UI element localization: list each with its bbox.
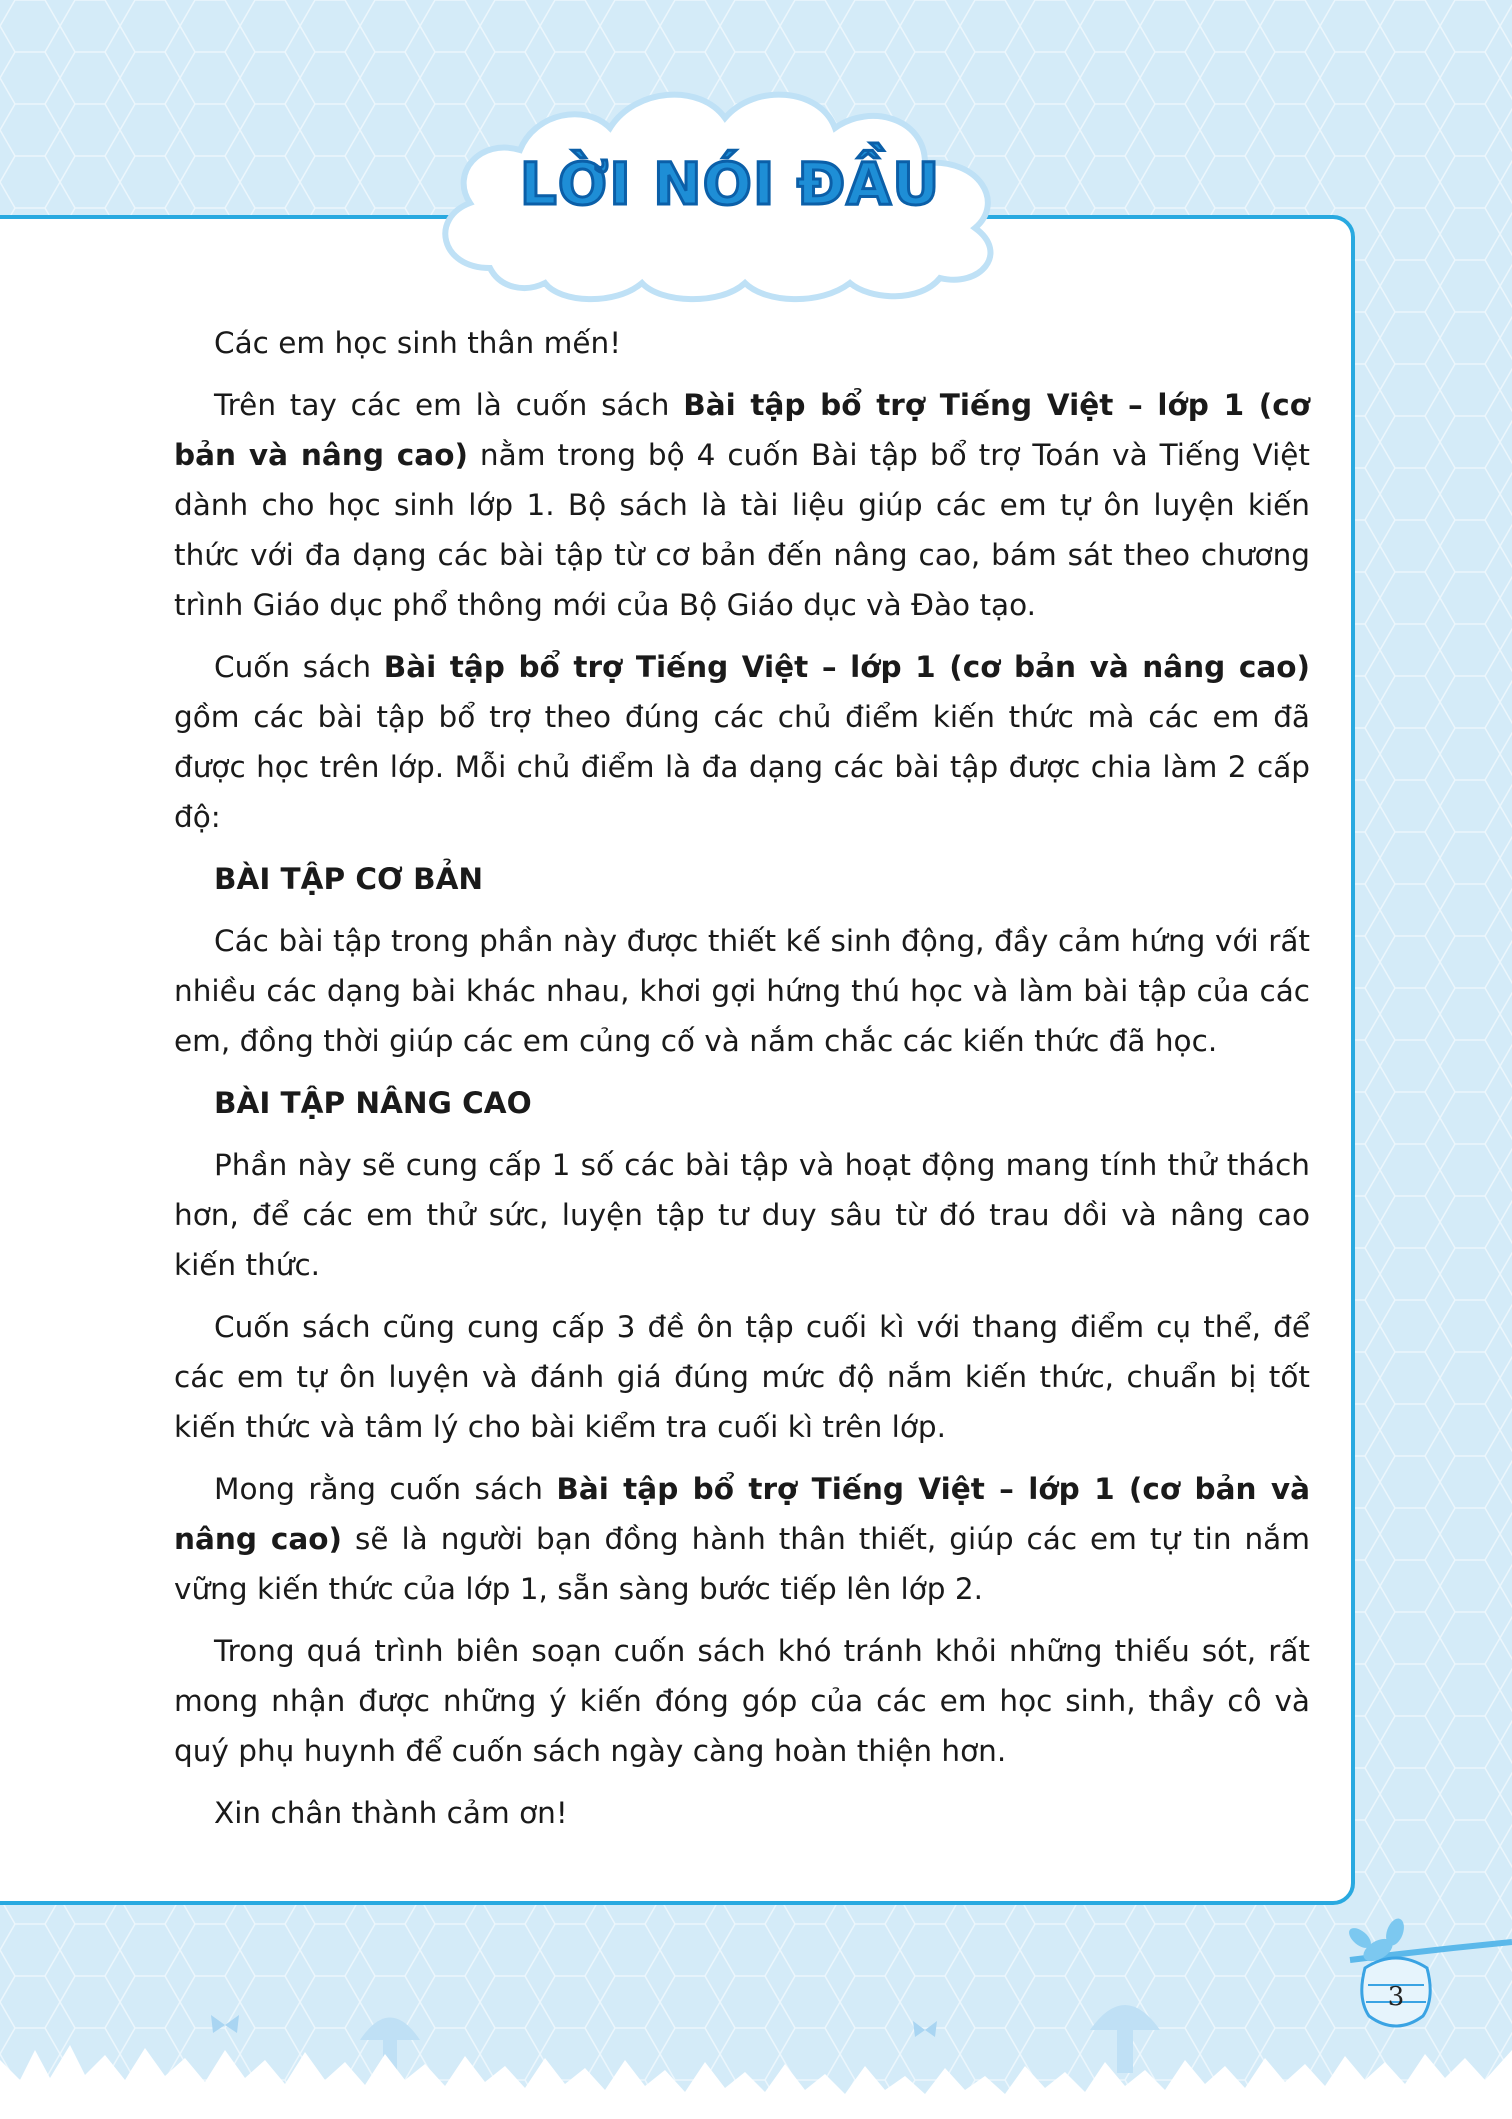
book-title-bold: Bài tập bổ trợ Tiếng Việt – lớp 1 (cơ bản và nâng cao) <box>383 650 1310 684</box>
paragraph-1-text-a: Trên tay các em là cuốn sách <box>214 388 684 422</box>
paragraph-7: Trong quá trình biên soạn cuốn sách khó tránh khỏi những thiếu sót, rất mong nhận được những ý kiến đóng góp của các em học sinh, thầy cô và quý phụ huynh để cuốn sách ngày càng hoàn thiện hơn. <box>174 1634 1310 1768</box>
paragraph-1 <box>174 380 1310 630</box>
book-title-bold: Bài tập bổ trợ Tiếng Việt – lớp 1 (cơ bản và nâng cao) <box>174 1472 1310 1556</box>
paragraph-6-text-a: Mong rằng cuốn sách <box>214 1472 557 1506</box>
paragraph-2-text-a: Cuốn sách <box>214 650 384 684</box>
section-heading-advanced: BÀI TẬP NÂNG CAO <box>214 1086 532 1120</box>
paragraph-2-text-c: gồm các bài tập bổ trợ theo đúng các chủ điểm kiến thức mà các em đã được học trên lớp. Mỗi chủ điểm là đa dạng các bài tập được chia làm 2 cấp độ: <box>174 700 1310 834</box>
greeting: Các em học sinh thân mến! <box>214 326 622 360</box>
paragraph-1-text-c: nằm trong bộ 4 cuốn Bài tập bổ trợ Toán và Tiếng Việt dành cho học sinh lớp 1. Bộ sách là tài liệu giúp các em tự ôn luyện kiến thức với đa dạng các bài tập từ cơ bản đến nâng cao, bám sát theo chương trình Giáo dục phổ thông mới của Bộ Giáo dục và Đào tạo. <box>174 438 1310 622</box>
closing: Xin chân thành cảm ơn! <box>214 1796 568 1830</box>
page-title: LỜI NÓI ĐẦU <box>519 150 941 218</box>
paragraph-2 <box>174 642 1310 842</box>
page-number: 3 <box>1387 1982 1405 2012</box>
section-heading-basic: BÀI TẬP CƠ BẢN <box>214 862 484 896</box>
paragraph-3: Các bài tập trong phần này được thiết kế sinh động, đầy cảm hứng với rất nhiều các dạng bài khác nhau, khơi gợi hứng thú học và làm bài tập của các em, đồng thời giúp các em củng cố và nắm chắc các kiến thức đã học. <box>174 924 1310 1058</box>
paragraph-5: Cuốn sách cũng cung cấp 3 đề ôn tập cuối kì với thang điểm cụ thể, để các em tự ôn luyện và đánh giá đúng mức độ nắm kiến thức, chuẩn bị tốt kiến thức và tâm lý cho bài kiểm tra cuối kì trên lớp. <box>174 1310 1310 1444</box>
book-title-bold: Bài tập bổ trợ Tiếng Việt – lớp 1 (cơ bản và nâng cao) <box>174 388 1310 472</box>
paragraph-6 <box>174 1464 1310 1614</box>
paragraph-4: Phần này sẽ cung cấp 1 số các bài tập và hoạt động mang tính thử thách hơn, để các em thử sức, luyện tập tư duy sâu từ đó trau dồi và nâng cao kiến thức. <box>174 1148 1310 1282</box>
paragraph-6-text-c: sẽ là người bạn đồng hành thân thiết, giúp các em tự tin nắm vững kiến thức của lớp 1, sẵn sàng bước tiếp lên lớp 2. <box>174 1522 1310 1606</box>
preface-body <box>174 318 1310 1850</box>
